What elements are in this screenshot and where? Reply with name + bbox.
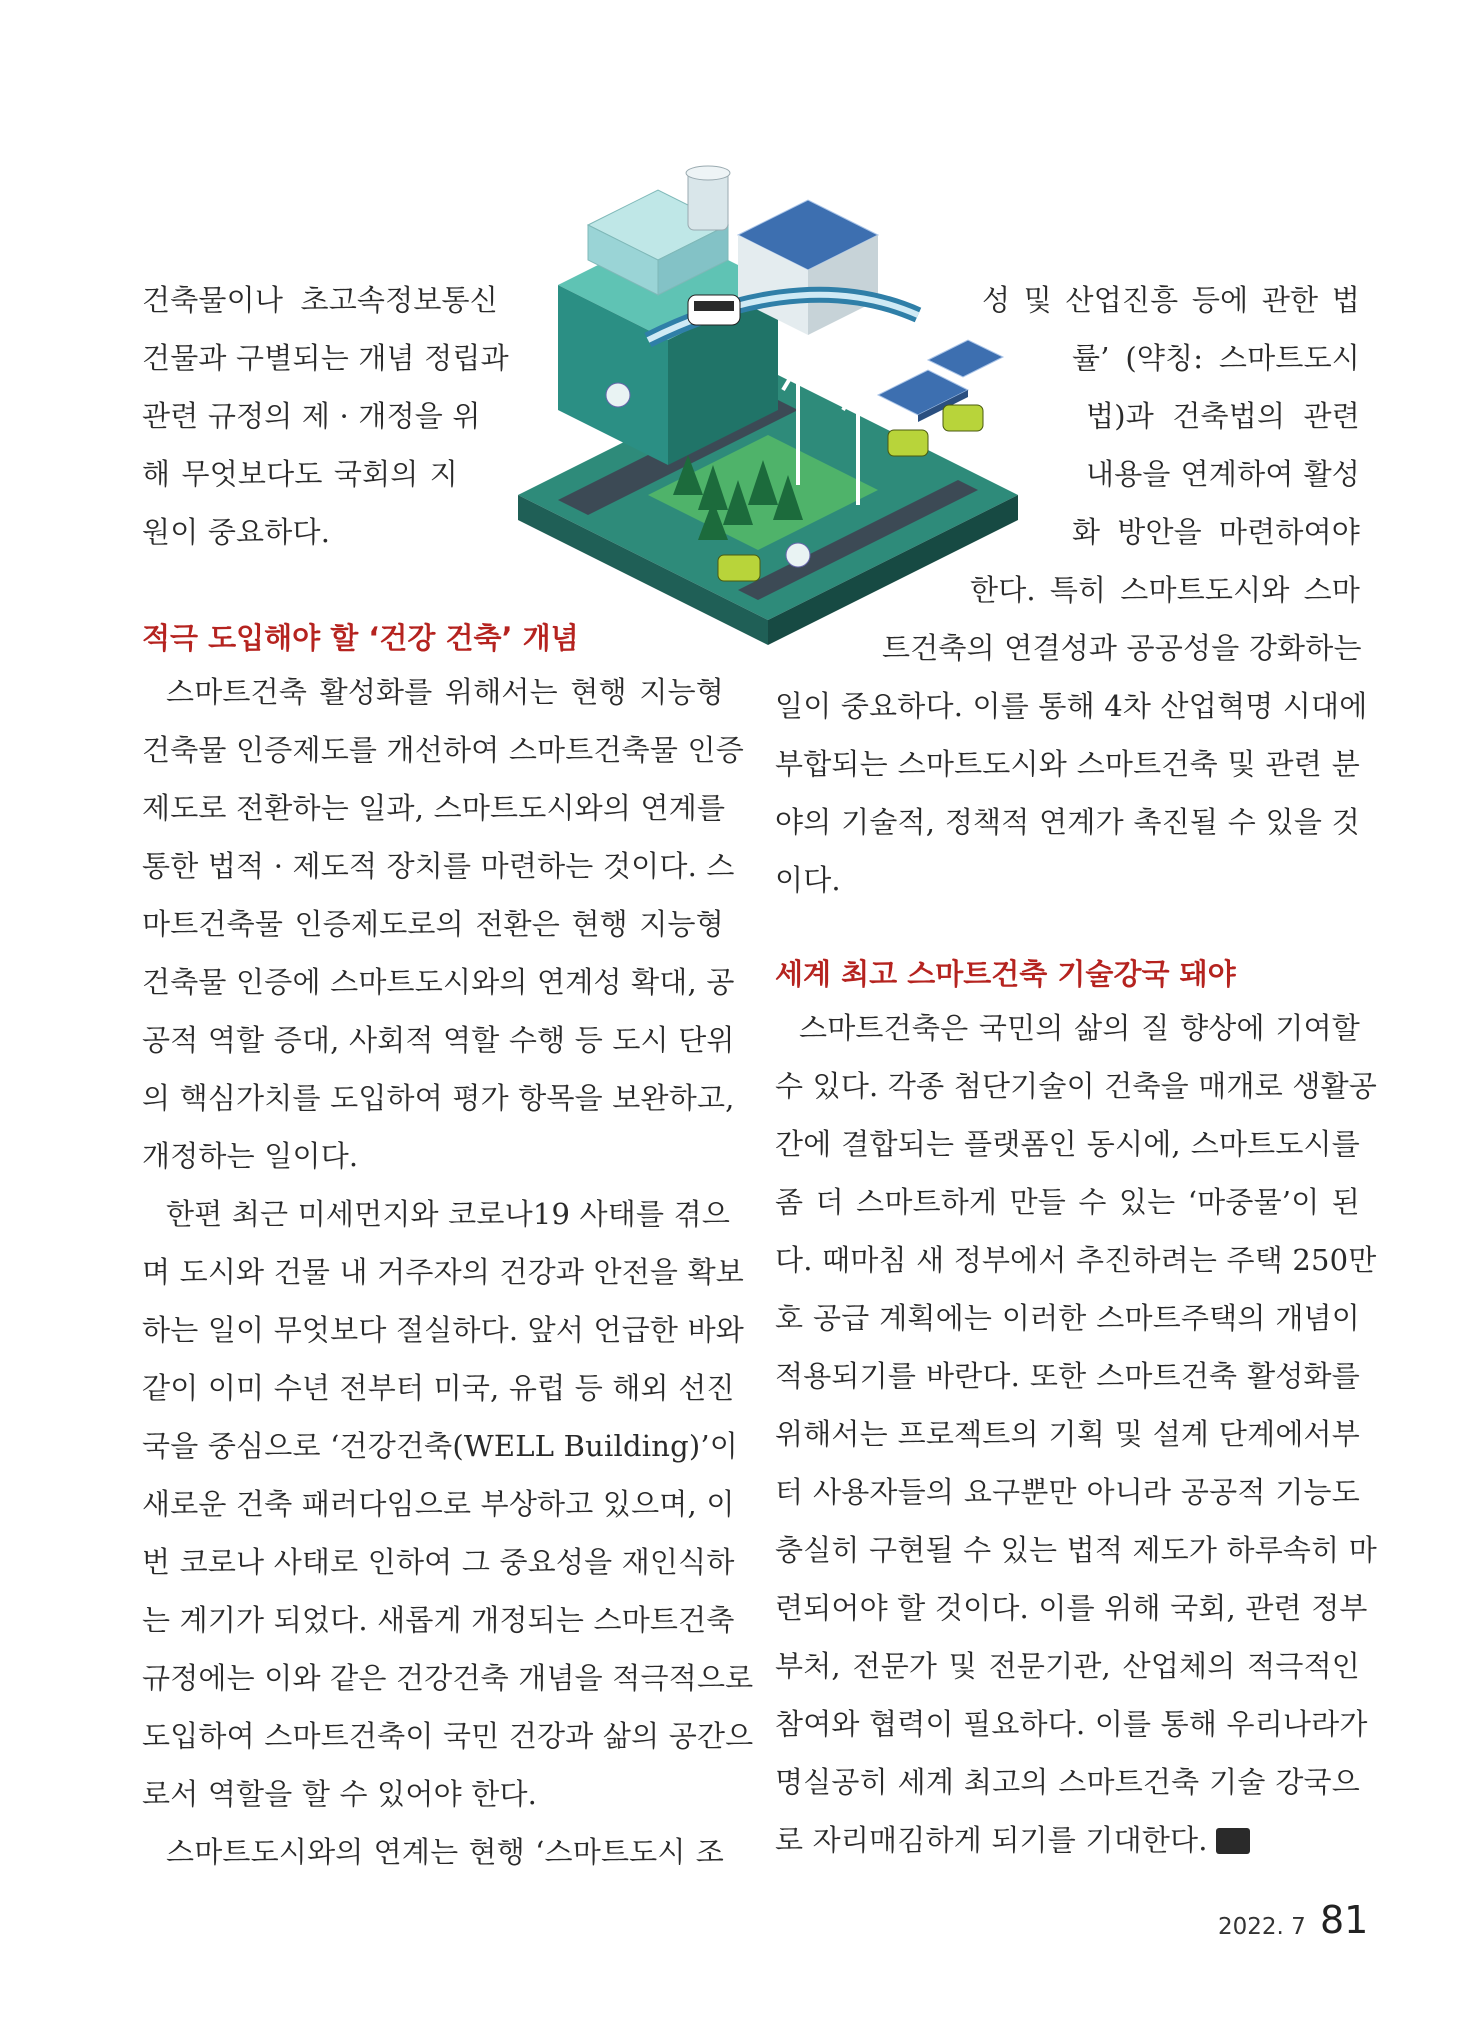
text-line: 통한 법적 · 제도적 장치를 마련하는 것이다. 스 [142, 849, 735, 883]
text-line: 야의 기술적, 정책적 연계가 촉진될 수 있을 것 [775, 805, 1360, 839]
text-line: 화 방안을 마련하여야 [1072, 515, 1360, 549]
text-line: 한다. 특히 스마트도시와 스마 [970, 573, 1360, 607]
text-line: 는 계기가 되었다. 새롭게 개정되는 스마트건축 [142, 1603, 735, 1637]
text-line: 의 핵심가치를 도입하여 평가 항목을 보완하고, [142, 1081, 735, 1115]
text-line: 스마트건축 활성화를 위해서는 현행 지능형 [166, 675, 724, 709]
page-number: 81 [1320, 1898, 1369, 1942]
issue-date: 2022. 7 [1218, 1914, 1306, 1940]
text-line: 률’ (약칭: 스마트도시 [1072, 341, 1360, 375]
text-line: 터 사용자들의 요구뿐만 아니라 공공적 기능도 [775, 1475, 1360, 1509]
text-line: 일이 중요하다. 이를 통해 4차 산업혁명 시대에 [775, 689, 1368, 723]
text-line: 간에 결합되는 플랫폼인 동시에, 스마트도시를 [775, 1127, 1360, 1161]
section-heading-healthy-building: 적극 도입해야 할 ‘건강 건축’ 개념 [142, 621, 579, 655]
text-line: 건축물이나 초고속정보통신 [142, 283, 498, 317]
text-line: 명실공히 세계 최고의 스마트건축 기술 강국으 [775, 1765, 1360, 1799]
text-line: 건축물 인증제도를 개선하여 스마트건축물 인증 [142, 733, 744, 767]
text-line: 마트건축물 인증제도로의 전환은 현행 지능형 [142, 907, 724, 941]
text-line: 도입하여 스마트건축이 국민 건강과 삶의 공간으 [142, 1719, 754, 1753]
text-line: 호 공급 계획에는 이러한 스마트주택의 개념이 [775, 1301, 1360, 1335]
text-line [775, 1818, 1360, 1862]
text-line: 하는 일이 무엇보다 절실하다. 앞서 언급한 바와 [142, 1313, 744, 1347]
end-mark-icon [1216, 1828, 1250, 1854]
text-line: 해 무엇보다도 국회의 지 [142, 457, 458, 491]
text-line: 개정하는 일이다. [142, 1139, 359, 1173]
text-line: 공적 역할 증대, 사회적 역할 수행 등 도시 단위 [142, 1023, 735, 1057]
section-heading-tech-powerhouse: 세계 최고 스마트건축 기술강국 돼야 [775, 957, 1236, 991]
text-line: 스마트도시와의 연계는 현행 ‘스마트도시 조 [166, 1835, 724, 1869]
text-line: 이다. [775, 863, 841, 897]
text-line: 부처, 전문가 및 전문기관, 산업체의 적극적인 [775, 1649, 1360, 1683]
text-line: 법)과 건축법의 관련 [1086, 399, 1360, 433]
text-line: 다. 때마침 새 정부에서 추진하려는 주택 250만 [775, 1243, 1377, 1277]
text-line: 좀 더 스마트하게 만들 수 있는 ‘마중물’이 된 [775, 1185, 1360, 1219]
text-line: 스마트건축은 국민의 삶의 질 향상에 기여할 [799, 1011, 1360, 1045]
text-line: 규정에는 이와 같은 건강건축 개념을 적극적으로 [142, 1661, 754, 1695]
text-line: 수 있다. 각종 첨단기술이 건축을 매개로 생활공 [775, 1069, 1377, 1103]
text-line: 며 도시와 건물 내 거주자의 건강과 안전을 확보 [142, 1255, 744, 1289]
text-line: 성 및 산업진흥 등에 관한 법 [982, 283, 1360, 317]
text-line: 부합되는 스마트도시와 스마트건축 및 관련 분 [775, 747, 1360, 781]
text-line: 충실히 구현될 수 있는 법적 제도가 하루속히 마 [775, 1533, 1377, 1567]
text-line: 건물과 구별되는 개념 정립과 [142, 341, 509, 375]
text-line: 제도로 전환하는 일과, 스마트도시와의 연계를 [142, 791, 726, 825]
text-line: 한편 최근 미세먼지와 코로나19 사태를 겪으 [166, 1197, 731, 1231]
text-line: 건축물 인증에 스마트도시와의 연계성 확대, 공 [142, 965, 735, 999]
text-line: 위해서는 프로젝트의 기획 및 설계 단계에서부 [775, 1417, 1360, 1451]
text-line: 적용되기를 바란다. 또한 스마트건축 활성화를 [775, 1359, 1360, 1393]
text-line: 원이 중요하다. [142, 515, 331, 549]
text-line: 내용을 연계하여 활성 [1086, 457, 1360, 491]
text-line: 참여와 협력이 필요하다. 이를 통해 우리나라가 [775, 1707, 1368, 1741]
text-line: 관련 규정의 제 · 개정을 위 [142, 399, 481, 433]
text-line: 로서 역할을 할 수 있어야 한다. [142, 1777, 538, 1811]
text-line: 련되어야 할 것이다. 이를 위해 국회, 관련 정부 [775, 1591, 1368, 1625]
text-line: 새로운 건축 패러다임으로 부상하고 있으며, 이 [142, 1487, 735, 1521]
text-line: 트건축의 연결성과 공공성을 강화하는 [882, 631, 1362, 665]
text-line: 같이 이미 수년 전부터 미국, 유럽 등 해외 선진 [142, 1371, 735, 1405]
text-line: 국을 중심으로 ‘건강건축(WELL Building)’이 [142, 1429, 738, 1463]
closing-sentence: 로 자리매김하게 되기를 기대한다. [775, 1823, 1208, 1857]
text-line: 번 코로나 사태로 인하여 그 중요성을 재인식하 [142, 1545, 735, 1579]
smart-building-illustration [498, 165, 1038, 650]
